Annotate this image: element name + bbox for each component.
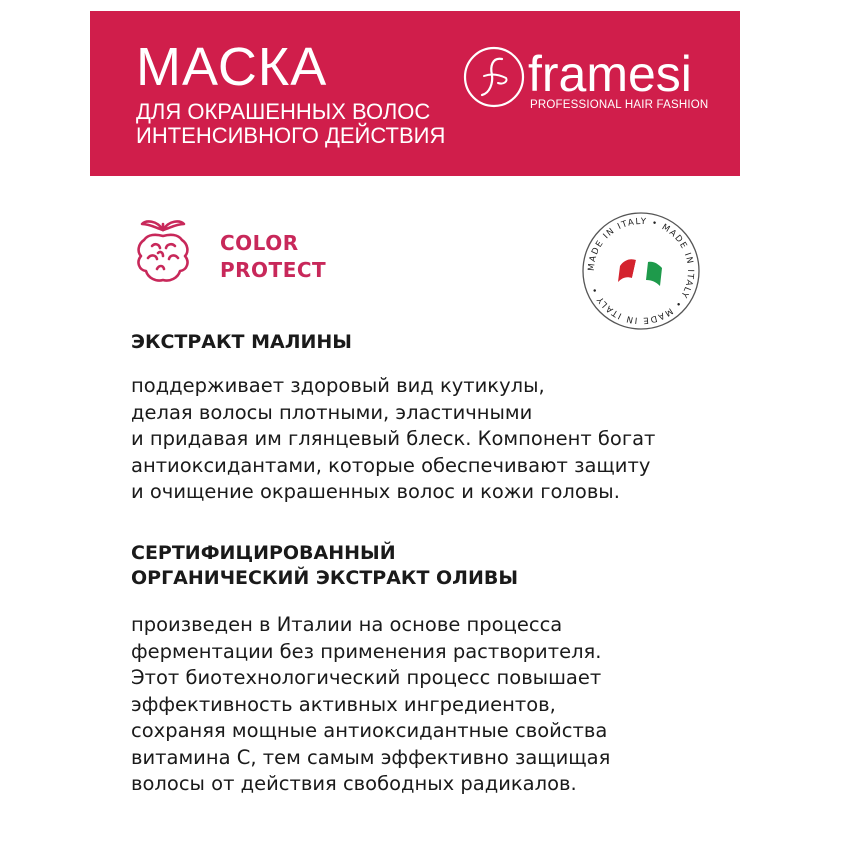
heading-line: СЕРТИФИЦИРОВАННЫЙ bbox=[131, 542, 396, 564]
heading-line: ЭКСТРАКТ МАЛИНЫ bbox=[131, 331, 352, 353]
body-line: волосы от действия свободных радикалов. bbox=[131, 772, 577, 795]
section-heading-olive bbox=[131, 541, 518, 591]
raspberry-icon bbox=[130, 216, 196, 288]
body-line: и придавая им глянцевый блеск. Компонент богат bbox=[131, 427, 656, 450]
framesi-logo bbox=[462, 45, 732, 125]
body-line: эффективность активных ингредиентов, bbox=[131, 692, 556, 716]
brand-name: framesi bbox=[528, 46, 692, 102]
made-in-italy-text: MADE IN ITALY • MADE IN ITALY • MADE IN ITALY • bbox=[586, 216, 696, 326]
body-line: сохраняя мощные антиоксидантные свойства bbox=[131, 719, 608, 742]
product-subtitle bbox=[136, 100, 445, 148]
body-line: витамина С, тем самым эффективно защищая bbox=[131, 745, 611, 769]
badge-line: PROTECT bbox=[220, 258, 327, 282]
italian-flag-icon bbox=[618, 259, 662, 286]
brand-tagline: PROFESSIONAL HAIR FASHION bbox=[530, 99, 709, 111]
badge-line: COLOR bbox=[220, 231, 299, 255]
body-line: и очищение окрашенных волос и кожи головы. bbox=[131, 480, 620, 503]
section-body-olive bbox=[131, 612, 610, 798]
section-body-raspberry bbox=[131, 373, 655, 506]
body-line: антиоксидантами, которые обеспечивают защиту bbox=[131, 453, 651, 477]
section-heading-raspberry bbox=[131, 330, 352, 355]
subtitle-line: ИНТЕНСИВНОГО ДЕЙСТВИЯ bbox=[136, 123, 446, 148]
made-in-italy-stamp bbox=[578, 208, 704, 334]
subtitle-line: ДЛЯ ОКРАШЕННЫХ ВОЛОС bbox=[136, 99, 431, 124]
header-banner bbox=[90, 11, 740, 176]
product-title: МАСКА bbox=[136, 37, 328, 97]
body-line: поддерживает здоровый вид кутикулы, bbox=[131, 374, 545, 397]
framesi-f-icon bbox=[462, 45, 526, 109]
body-line: произведен в Италии на основе процесса bbox=[131, 613, 563, 636]
color-protect-badge bbox=[220, 230, 326, 284]
heading-line: ОРГАНИЧЕСКИЙ ЭКСТРАКТ ОЛИВЫ bbox=[131, 567, 519, 589]
body-line: делая волосы плотными, эластичными bbox=[131, 400, 533, 424]
body-line: Этот биотехнологический процесс повышает bbox=[131, 666, 602, 689]
body-line: ферментации без применения растворителя. bbox=[131, 639, 602, 663]
